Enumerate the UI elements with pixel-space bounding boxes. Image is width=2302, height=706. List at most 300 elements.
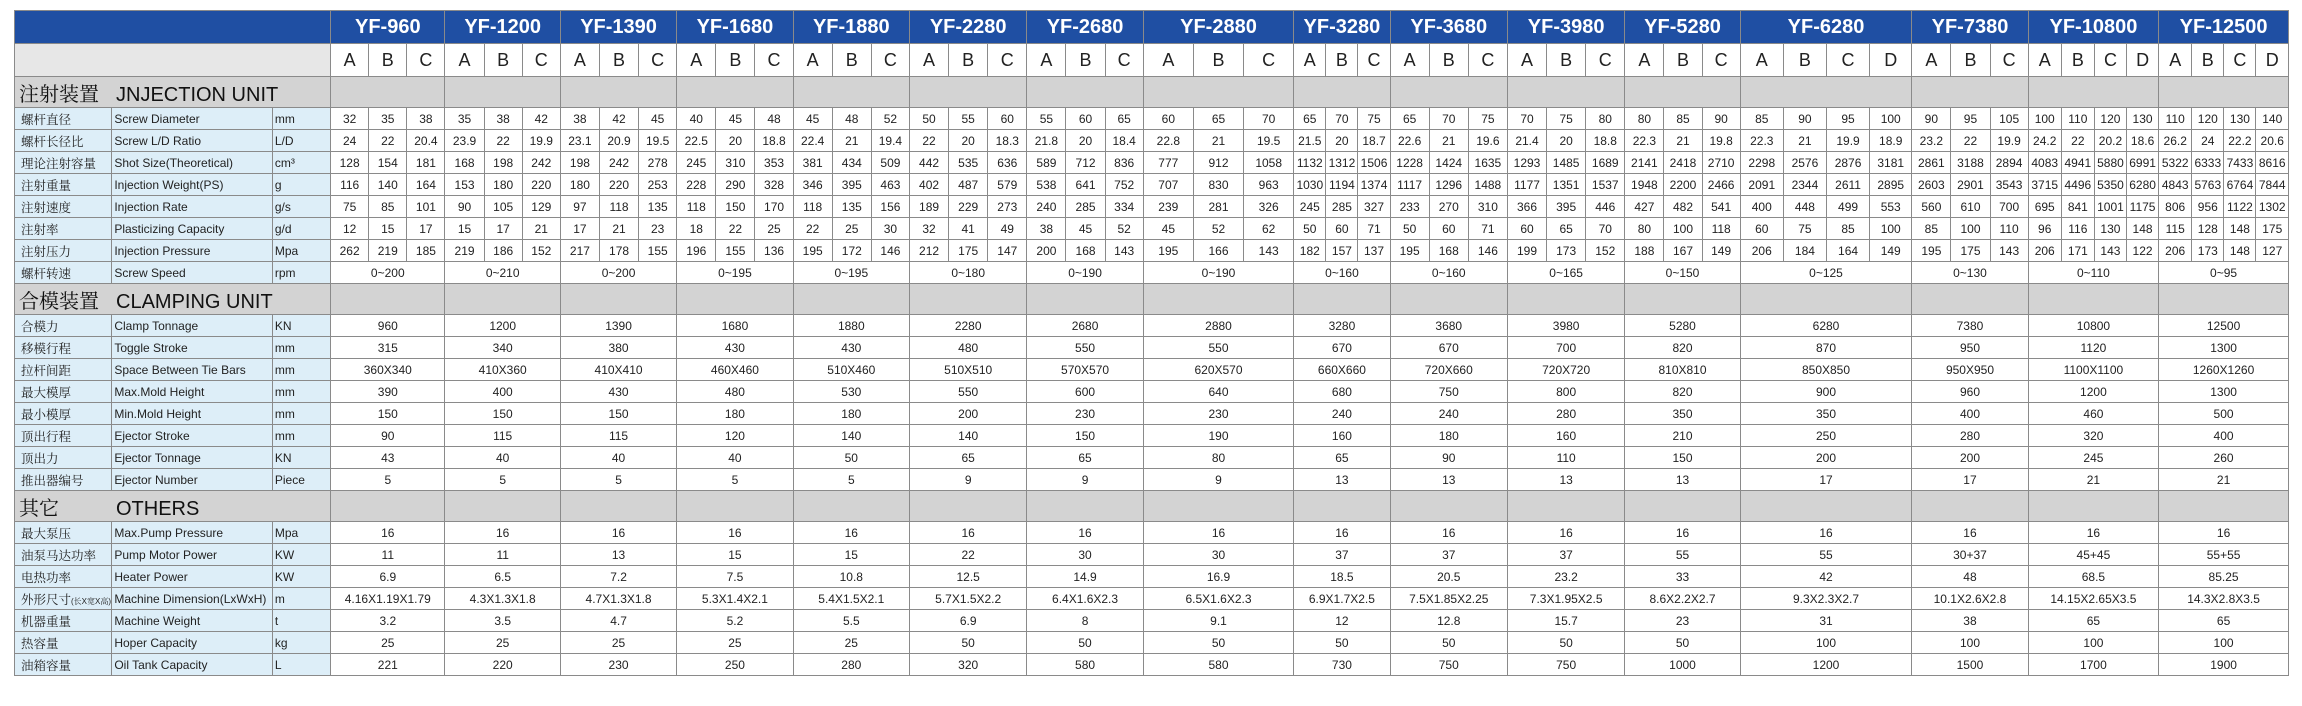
value-cell: 22	[909, 544, 1026, 566]
param-name-cn	[15, 654, 112, 676]
value-cell: 510X510	[909, 359, 1026, 381]
value-cell: 15	[445, 218, 484, 240]
value-cell: 173	[1547, 240, 1586, 262]
value-cell: 535	[949, 152, 988, 174]
value-cell: 1000	[1625, 654, 1740, 676]
value-cell: 250	[1740, 425, 1912, 447]
value-cell: 70	[1244, 108, 1294, 130]
value-cell: 30+37	[1912, 544, 2028, 566]
section-fill	[1740, 491, 1912, 522]
value-cell: 90	[331, 425, 445, 447]
table-row	[15, 240, 2289, 262]
param-name-en: Ejector Tonnage	[112, 447, 273, 469]
value-cell: 242	[599, 152, 638, 174]
value-cell: 480	[677, 381, 793, 403]
value-cell: 434	[832, 152, 871, 174]
value-cell: 499	[1826, 196, 1869, 218]
variant-label: B	[1066, 44, 1105, 77]
value-cell: 448	[1783, 196, 1826, 218]
param-name-en: Screw Speed	[112, 262, 273, 284]
value-cell: 130	[2224, 108, 2256, 130]
model-name: YF-960	[331, 11, 445, 44]
value-cell: 206	[2159, 240, 2192, 262]
variant-label: C	[2224, 44, 2256, 77]
model-name: YF-3680	[1390, 11, 1507, 44]
value-cell: 33	[1625, 566, 1740, 588]
value-cell: 2710	[1702, 152, 1740, 174]
value-cell: 5350	[2094, 174, 2126, 196]
section-fill	[793, 491, 909, 522]
value-cell: 140	[2256, 108, 2289, 130]
value-cell: 350	[1740, 403, 1912, 425]
value-cell: 550	[909, 381, 1026, 403]
value-cell: 150	[1027, 425, 1143, 447]
variant-label: B	[716, 44, 755, 77]
model-name: YF-10800	[2028, 11, 2158, 44]
variant-label: C	[1105, 44, 1143, 77]
section-header-row	[15, 491, 2289, 522]
value-cell: 37	[1390, 544, 1507, 566]
value-cell: 4.16X1.19X1.79	[331, 588, 445, 610]
value-cell: 0~165	[1507, 262, 1624, 284]
value-cell: 212	[909, 240, 948, 262]
value-cell: 42	[522, 108, 560, 130]
model-name: YF-6280	[1740, 11, 1912, 44]
param-name-en: Injection Pressure	[112, 240, 273, 262]
table-row	[15, 108, 2289, 130]
section-fill	[1507, 77, 1624, 108]
value-cell: 97	[560, 196, 599, 218]
value-cell: 168	[445, 152, 484, 174]
value-cell: 240	[1390, 403, 1507, 425]
value-cell: 80	[1586, 108, 1625, 130]
param-name-cn-text: 拉杆间距	[21, 363, 72, 378]
section-fill	[1390, 284, 1507, 315]
value-cell: 460X460	[677, 359, 793, 381]
value-cell: 5.3X1.4X2.1	[677, 588, 793, 610]
table-row	[15, 337, 2289, 359]
value-cell: 21	[2028, 469, 2158, 491]
variant-label: A	[1294, 44, 1326, 77]
value-cell: 1122	[2224, 196, 2256, 218]
value-cell: 1900	[2159, 654, 2289, 676]
param-name-en: Screw L/D Ratio	[112, 130, 273, 152]
param-name-en: Min.Mold Height	[112, 403, 273, 425]
value-cell: 135	[639, 196, 677, 218]
value-cell: 4496	[2061, 174, 2094, 196]
value-cell: 85	[1826, 218, 1869, 240]
value-cell: 60	[988, 108, 1027, 130]
value-cell: 20	[716, 130, 755, 152]
value-cell: 100	[1870, 108, 1912, 130]
value-cell: 71	[1468, 218, 1507, 240]
value-cell: 328	[755, 174, 793, 196]
model-name: YF-5280	[1625, 11, 1740, 44]
value-cell: 1058	[1244, 152, 1294, 174]
value-cell: 18.4	[1105, 130, 1143, 152]
value-cell: 16	[1294, 522, 1390, 544]
value-cell: 195	[1390, 240, 1429, 262]
table-row	[15, 381, 2289, 403]
param-name-en: Ejector Stroke	[112, 425, 273, 447]
value-cell: 168	[1429, 240, 1468, 262]
value-cell: 610	[1951, 196, 1990, 218]
param-name-cn-text: 螺杆转速	[21, 266, 72, 281]
value-cell: 50	[1507, 632, 1624, 654]
section-fill	[1390, 77, 1507, 108]
value-cell: 50	[1143, 632, 1294, 654]
value-cell: 195	[793, 240, 832, 262]
param-name-cn	[15, 337, 112, 359]
value-cell: 221	[331, 654, 445, 676]
value-cell: 17	[484, 218, 522, 240]
value-cell: 1302	[2256, 196, 2289, 218]
section-fill	[1294, 77, 1390, 108]
param-name-cn	[15, 152, 112, 174]
section-fill	[1912, 77, 2028, 108]
value-cell: 12	[1294, 610, 1390, 632]
variant-label: C	[1990, 44, 2028, 77]
value-cell: 380	[560, 337, 676, 359]
value-cell: 2344	[1783, 174, 1826, 196]
section-fill	[1625, 491, 1740, 522]
variant-label: B	[1951, 44, 1990, 77]
value-cell: 1506	[1358, 152, 1390, 174]
value-cell: 38	[407, 108, 445, 130]
value-cell: 912	[1193, 152, 1243, 174]
param-unit: kg	[272, 632, 330, 654]
value-cell: 5.7X1.5X2.2	[909, 588, 1026, 610]
value-cell: 570X570	[1027, 359, 1143, 381]
value-cell: 9	[1027, 469, 1143, 491]
value-cell: 6.5	[445, 566, 560, 588]
value-cell: 21	[522, 218, 560, 240]
variant-label: C	[1702, 44, 1740, 77]
value-cell: 6280	[1740, 315, 1912, 337]
value-cell: 1424	[1429, 152, 1468, 174]
param-name-cn	[15, 196, 112, 218]
value-cell: 23	[1625, 610, 1740, 632]
value-cell: 14.9	[1027, 566, 1143, 588]
value-cell: 75	[1547, 108, 1586, 130]
value-cell: 278	[639, 152, 677, 174]
param-name-cn	[15, 174, 112, 196]
section-fill	[2028, 77, 2158, 108]
value-cell: 7.3X1.95X2.5	[1507, 588, 1624, 610]
value-cell: 239	[1143, 196, 1193, 218]
value-cell: 25	[560, 632, 676, 654]
param-name-cn-text: 注射速度	[21, 200, 72, 215]
value-cell: 41	[949, 218, 988, 240]
value-cell: 35	[369, 108, 407, 130]
value-cell: 4083	[2028, 152, 2061, 174]
model-name: YF-3980	[1507, 11, 1624, 44]
variant-label: C	[639, 44, 677, 77]
model-name: YF-2880	[1143, 11, 1294, 44]
value-cell: 10.1X2.6X2.8	[1912, 588, 2028, 610]
value-cell: 0~95	[2159, 262, 2289, 284]
value-cell: 50	[909, 108, 948, 130]
value-cell: 217	[560, 240, 599, 262]
section-fill	[793, 77, 909, 108]
value-cell: 31	[1740, 610, 1912, 632]
value-cell: 2901	[1951, 174, 1990, 196]
param-name-cn-text: 机器重量	[21, 614, 72, 629]
table-row	[15, 196, 2289, 218]
value-cell: 22	[716, 218, 755, 240]
param-name-cn-text: 移模行程	[21, 341, 72, 356]
value-cell: 20.2	[2094, 130, 2126, 152]
value-cell: 707	[1143, 174, 1193, 196]
value-cell: 156	[871, 196, 909, 218]
param-name-cn-text: 合模力	[21, 319, 59, 334]
param-name-en: Space Between Tie Bars	[112, 359, 273, 381]
value-cell: 55+55	[2159, 544, 2289, 566]
value-cell: 230	[560, 654, 676, 676]
model-name: YF-12500	[2159, 11, 2289, 44]
value-cell: 45	[793, 108, 832, 130]
table-row	[15, 174, 2289, 196]
value-cell: 1200	[2028, 381, 2158, 403]
section-header-row	[15, 284, 2289, 315]
value-cell: 45	[1066, 218, 1105, 240]
section-fill	[1912, 284, 2028, 315]
value-cell: 228	[677, 174, 716, 196]
value-cell: 21.5	[1294, 130, 1326, 152]
value-cell: 553	[1870, 196, 1912, 218]
value-cell: 55	[1740, 544, 1912, 566]
value-cell: 62	[1244, 218, 1294, 240]
model-name: YF-3280	[1294, 11, 1390, 44]
param-name-en: Machine Weight	[112, 610, 273, 632]
value-cell: 8616	[2256, 152, 2289, 174]
value-cell: 0~190	[1027, 262, 1143, 284]
param-name-cn-text: 理论注射容量	[21, 156, 97, 171]
value-cell: 90	[1912, 108, 1951, 130]
value-cell: 25	[793, 632, 909, 654]
section-fill	[445, 77, 560, 108]
variant-label: B	[2192, 44, 2224, 77]
value-cell: 2680	[1027, 315, 1143, 337]
value-cell: 579	[988, 174, 1027, 196]
section-fill	[445, 491, 560, 522]
value-cell: 950X950	[1912, 359, 2028, 381]
section-fill	[1143, 77, 1294, 108]
param-name-en: Heater Power	[112, 566, 273, 588]
param-name-cn-text: 外形尺寸	[21, 592, 72, 607]
value-cell: 4.7	[560, 610, 676, 632]
value-cell: 190	[1143, 425, 1294, 447]
value-cell: 18.8	[1586, 130, 1625, 152]
value-cell: 2611	[1826, 174, 1869, 196]
section-fill	[560, 491, 676, 522]
value-cell: 580	[1027, 654, 1143, 676]
param-name-cn-text: 最大模厚	[21, 385, 72, 400]
value-cell: 0~195	[677, 262, 793, 284]
param-unit: Piece	[272, 469, 330, 491]
value-cell: 22	[793, 218, 832, 240]
section-fill	[1507, 284, 1624, 315]
section-fill	[1027, 491, 1143, 522]
variant-label: C	[1244, 44, 1294, 77]
param-unit: g/d	[272, 218, 330, 240]
param-name-cn-text: 油箱容量	[21, 658, 72, 673]
value-cell: 22.5	[677, 130, 716, 152]
value-cell: 25	[755, 218, 793, 240]
value-cell: 334	[1105, 196, 1143, 218]
value-cell: 15	[677, 544, 793, 566]
value-cell: 16	[560, 522, 676, 544]
value-cell: 400	[1740, 196, 1783, 218]
value-cell: 230	[1143, 403, 1294, 425]
variant-label: B	[369, 44, 407, 77]
variant-label: C	[1826, 44, 1869, 77]
value-cell: 670	[1390, 337, 1507, 359]
section-fill	[331, 77, 445, 108]
value-cell: 900	[1740, 381, 1912, 403]
value-cell: 500	[2159, 403, 2289, 425]
value-cell: 130	[2094, 218, 2126, 240]
value-cell: 353	[755, 152, 793, 174]
value-cell: 135	[832, 196, 871, 218]
value-cell: 153	[445, 174, 484, 196]
value-cell: 160	[1294, 425, 1390, 447]
section-fill	[2028, 491, 2158, 522]
value-cell: 15	[793, 544, 909, 566]
value-cell: 640	[1143, 381, 1294, 403]
value-cell: 2418	[1664, 152, 1702, 174]
value-cell: 171	[2061, 240, 2094, 262]
value-cell: 1300	[2159, 337, 2289, 359]
value-cell: 100	[1912, 632, 2028, 654]
value-cell: 16	[1143, 522, 1294, 544]
value-cell: 12.5	[909, 566, 1026, 588]
value-cell: 184	[1783, 240, 1826, 262]
param-unit: mm	[272, 381, 330, 403]
value-cell: 200	[909, 403, 1026, 425]
value-cell: 870	[1740, 337, 1912, 359]
value-cell: 198	[560, 152, 599, 174]
value-cell: 400	[445, 381, 560, 403]
value-cell: 0~130	[1912, 262, 2028, 284]
value-cell: 250	[677, 654, 793, 676]
variant-label: A	[1143, 44, 1193, 77]
param-name-cn-text: 螺杆直径	[21, 112, 72, 127]
variant-label: B	[1664, 44, 1702, 77]
value-cell: 38	[484, 108, 522, 130]
value-cell: 45	[639, 108, 677, 130]
value-cell: 25	[445, 632, 560, 654]
value-cell: 19.9	[522, 130, 560, 152]
value-cell: 25	[331, 632, 445, 654]
variant-label: C	[1468, 44, 1507, 77]
value-cell: 1485	[1547, 152, 1586, 174]
value-cell: 712	[1066, 152, 1105, 174]
value-cell: 2603	[1912, 174, 1951, 196]
header-corner	[15, 11, 331, 44]
value-cell: 550	[1027, 337, 1143, 359]
param-name-cn-text: 注射率	[21, 222, 59, 237]
value-cell: 110	[1507, 447, 1624, 469]
value-cell: 6991	[2127, 152, 2159, 174]
value-cell: 400	[2159, 425, 2289, 447]
value-cell: 17	[407, 218, 445, 240]
section-fill	[331, 284, 445, 315]
value-cell: 20.5	[1390, 566, 1507, 588]
param-name-cn	[15, 262, 112, 284]
value-cell: 20.9	[599, 130, 638, 152]
param-unit: L/D	[272, 130, 330, 152]
value-cell: 16	[445, 522, 560, 544]
variant-label: A	[1912, 44, 1951, 77]
section-fill	[560, 284, 676, 315]
value-cell: 18.7	[1358, 130, 1390, 152]
value-cell: 963	[1244, 174, 1294, 196]
value-cell: 150	[560, 403, 676, 425]
value-cell: 60	[1740, 218, 1783, 240]
section-fill	[2159, 491, 2289, 522]
value-cell: 5.4X1.5X2.1	[793, 588, 909, 610]
value-cell: 1260X1260	[2159, 359, 2289, 381]
param-name-cn-text: 注射压力	[21, 244, 72, 259]
value-cell: 220	[522, 174, 560, 196]
value-cell: 233	[1390, 196, 1429, 218]
value-cell: 90	[1783, 108, 1826, 130]
section-fill	[677, 491, 793, 522]
section-fill	[560, 77, 676, 108]
param-name-cn	[15, 566, 112, 588]
param-name-en: Toggle Stroke	[112, 337, 273, 359]
value-cell: 130	[2127, 108, 2159, 130]
value-cell: 16	[1507, 522, 1624, 544]
value-cell: 1488	[1468, 174, 1507, 196]
value-cell: 2091	[1740, 174, 1783, 196]
value-cell: 17	[1740, 469, 1912, 491]
value-cell: 752	[1105, 174, 1143, 196]
value-cell: 230	[1027, 403, 1143, 425]
value-cell: 75	[1783, 218, 1826, 240]
value-cell: 0~160	[1294, 262, 1390, 284]
value-cell: 730	[1294, 654, 1390, 676]
value-cell: 7844	[2256, 174, 2289, 196]
value-cell: 446	[1586, 196, 1625, 218]
value-cell: 800	[1507, 381, 1624, 403]
value-cell: 430	[793, 337, 909, 359]
value-cell: 196	[677, 240, 716, 262]
value-cell: 105	[1990, 108, 2028, 130]
value-cell: 19.8	[1702, 130, 1740, 152]
value-cell: 700	[1990, 196, 2028, 218]
value-cell: 6.4X1.6X2.3	[1027, 588, 1143, 610]
param-name-cn-text: 顶出力	[21, 451, 59, 466]
value-cell: 85	[1740, 108, 1783, 130]
param-unit: mm	[272, 108, 330, 130]
param-unit: mm	[272, 337, 330, 359]
value-cell: 45	[1143, 218, 1193, 240]
value-cell: 20.4	[407, 130, 445, 152]
value-cell: 45	[716, 108, 755, 130]
param-name-cn	[15, 359, 112, 381]
model-name: YF-2680	[1027, 11, 1143, 44]
value-cell: 0~190	[1143, 262, 1294, 284]
value-cell: 3543	[1990, 174, 2028, 196]
param-unit: KN	[272, 315, 330, 337]
variant-label: B	[599, 44, 638, 77]
param-name-cn-text: 热容量	[21, 636, 59, 651]
section-header-row	[15, 77, 2289, 108]
value-cell: 5	[560, 469, 676, 491]
value-cell: 186	[484, 240, 522, 262]
